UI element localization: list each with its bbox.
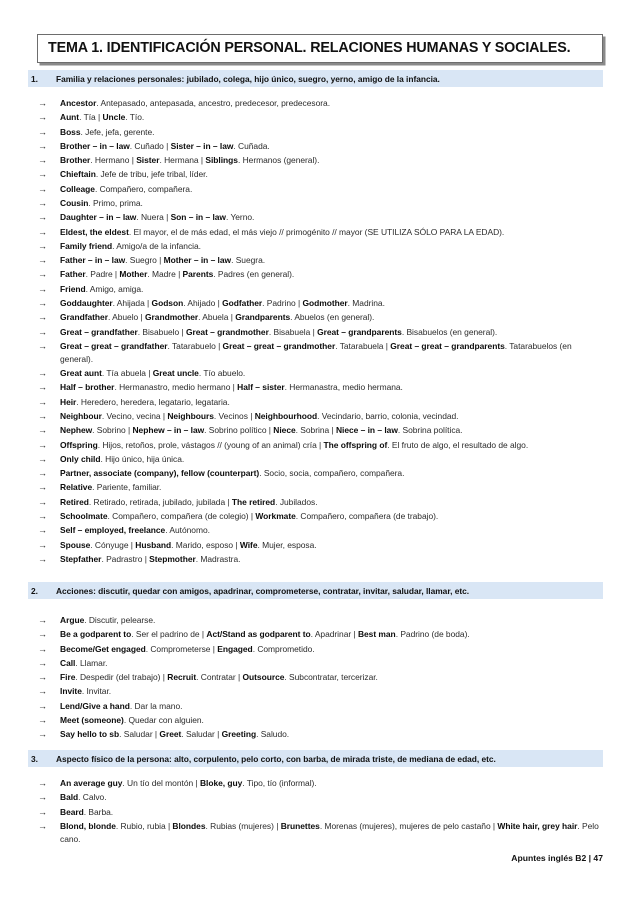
vocabulary-entry-text: Ancestor. Antepasado, antepasada, ancestro, predecesor, predecesora.: [60, 98, 331, 108]
arrow-icon: →: [38, 643, 47, 654]
vocabulary-entry-text: Argue. Discutir, pelearse.: [60, 615, 156, 625]
arrow-icon: →: [38, 453, 47, 464]
vocabulary-entry-text: Relative. Pariente, familiar.: [60, 482, 162, 493]
vocabulary-entry-text: Become/Get engaged. Comprometerse | Engaged. Comprometido.: [60, 643, 315, 654]
document-title-box: [37, 34, 603, 63]
arrow-icon: →: [38, 714, 47, 725]
vocabulary-entry: [38, 396, 606, 409]
vocabulary-entry: [38, 671, 606, 684]
section-title: Aspecto físico de la persona: alto, corpulento, pelo corto, con barba, de mirada triste, de mediana de edad, etc.: [56, 753, 496, 764]
arrow-icon: →: [38, 140, 47, 151]
vocabulary-entry: [38, 806, 606, 819]
vocabulary-entry: [38, 510, 606, 523]
arrow-icon: →: [38, 197, 47, 208]
vocabulary-entry-text: Self – employed, freelance. Autónomo.: [60, 525, 210, 536]
vocabulary-entry: [38, 496, 606, 509]
arrow-icon: →: [38, 98, 47, 108]
arrow-icon: →: [38, 482, 47, 493]
arrow-icon: →: [38, 368, 47, 379]
vocabulary-entry-text: Brother. Hermano | Sister. Hermana | Siblings. Hermanos (general).: [60, 155, 320, 166]
vocabulary-entry-text: Daughter – in – law. Nuera | Son – in – law. Yerno.: [60, 212, 255, 223]
vocabulary-entry-text: Half – brother. Hermanastro, medio hermano | Half – sister. Hermanastra, medio hermana.: [60, 382, 403, 393]
arrow-icon: →: [38, 212, 47, 223]
arrow-icon: →: [38, 169, 47, 180]
arrow-icon: →: [38, 686, 47, 697]
arrow-icon: →: [38, 778, 47, 788]
arrow-icon: →: [38, 539, 47, 550]
vocabulary-entry: [38, 700, 606, 713]
vocabulary-entry: [38, 240, 606, 253]
vocabulary-entry: [38, 111, 606, 124]
arrow-icon: →: [38, 553, 47, 564]
vocabulary-entry-text: Grandfather. Abuelo | Grandmother. Abuela | Grandparents. Abuelos (en general).: [60, 312, 375, 323]
vocabulary-entry-text: Family friend. Amigo/a de la infancia.: [60, 240, 201, 251]
vocabulary-entry: [38, 311, 606, 324]
arrow-icon: →: [38, 411, 47, 421]
vocabulary-entry-text: Meet (someone). Quedar con alguien.: [60, 714, 204, 725]
arrow-icon: →: [38, 312, 47, 323]
arrow-icon: →: [38, 340, 47, 351]
arrow-icon: →: [38, 439, 47, 450]
arrow-icon: →: [38, 183, 47, 194]
vocabulary-entry: [38, 268, 606, 281]
arrow-icon: →: [38, 297, 47, 308]
vocabulary-entry: [38, 410, 606, 423]
arrow-icon: →: [38, 525, 47, 536]
vocabulary-entry-text: Aunt. Tía | Uncle. Tío.: [60, 112, 145, 123]
vocabulary-entry-text: An average guy. Un tío del montón | Bloke, guy. Tipo, tío (informal).: [60, 778, 317, 788]
vocabulary-entry: [38, 367, 606, 380]
vocabulary-entry: [38, 714, 606, 727]
vocabulary-entry: [38, 777, 606, 790]
vocabulary-entry-text: Spouse. Cónyuge | Husband. Marido, esposo | Wife. Mujer, esposa.: [60, 539, 317, 550]
vocabulary-entry: [38, 340, 606, 366]
vocabulary-entry-text: Goddaughter. Ahijada | Godson. Ahijado | Godfather. Padrino | Godmother. Madrina.: [60, 297, 385, 308]
vocabulary-entry: [38, 283, 606, 296]
vocabulary-entry-text: Be a godparent to. Ser el padrino de | Act/Stand as godparent to. Apadrinar | Best man. Padrino (de boda).: [60, 629, 470, 640]
vocabulary-entry: [38, 126, 606, 139]
vocabulary-entry: [38, 197, 606, 210]
arrow-icon: →: [38, 126, 47, 137]
vocabulary-entry-text: Eldest, the eldest. El mayor, el de más edad, el más viejo // primogénito // mayor (SE UTILIZA SÓLO PARA LA EDAD).: [60, 226, 505, 237]
vocabulary-entry: [38, 657, 606, 670]
vocabulary-entry: [38, 728, 606, 741]
vocabulary-entry-text: Lend/Give a hand. Dar la mano.: [60, 700, 183, 711]
arrow-icon: →: [38, 382, 47, 393]
page-footer: Apuntes inglés B2 | 47: [511, 853, 603, 863]
section-title: Acciones: discutir, quedar con amigos, apadrinar, comprometerse, contratar, invitar, saludar, llamar, etc.: [56, 585, 470, 596]
vocabulary-entry-text: Blond, blonde. Rubio, rubia | Blondes. Rubias (mujeres) | Brunettes. Morenas (mujeres), mujeres de pelo castaño | White hair, grey hair. Pelo cano.: [60, 820, 599, 844]
vocabulary-entry-text: Beard. Barba.: [60, 806, 114, 817]
vocabulary-entry-text: Neighbour. Vecino, vecina | Neighbours. Vecinos | Neighbourhood. Vecindario, barrio, colonia, vecindad.: [60, 411, 459, 421]
arrow-icon: →: [38, 283, 47, 294]
vocabulary-entry: [38, 254, 606, 267]
vocabulary-entry: [38, 326, 606, 339]
arrow-icon: →: [38, 468, 47, 479]
vocabulary-entry: [38, 381, 606, 394]
vocabulary-list-1: [38, 97, 606, 567]
section-header-1: [28, 70, 603, 87]
arrow-icon: →: [38, 396, 47, 407]
arrow-icon: →: [38, 255, 47, 266]
vocabulary-entry-text: Father. Padre | Mother. Madre | Parents. Padres (en general).: [60, 269, 295, 280]
vocabulary-entry: [38, 467, 606, 480]
vocabulary-entry-text: Call. Llamar.: [60, 657, 108, 668]
vocabulary-entry: [38, 820, 606, 846]
vocabulary-entry-text: Fire. Despedir (del trabajo) | Recruit. Contratar | Outsource. Subcontratar, tercerizar.: [60, 672, 378, 683]
arrow-icon: →: [38, 112, 47, 123]
vocabulary-entry: [38, 168, 606, 181]
section-number: 2.: [31, 585, 38, 596]
vocabulary-entry: [38, 539, 606, 552]
vocabulary-entry-text: Heir. Heredero, heredera, legatario, legataria.: [60, 396, 230, 407]
vocabulary-entry: [38, 226, 606, 239]
section-number: 3.: [31, 753, 38, 764]
arrow-icon: →: [38, 425, 47, 436]
vocabulary-entry-text: Bald. Calvo.: [60, 792, 107, 803]
arrow-icon: →: [38, 657, 47, 668]
vocabulary-entry-text: Retired. Retirado, retirada, jubilado, jubilada | The retired. Jubilados.: [60, 496, 318, 507]
arrow-icon: →: [38, 326, 47, 337]
vocabulary-entry: [38, 614, 606, 627]
vocabulary-entry: [38, 481, 606, 494]
vocabulary-entry: [38, 211, 606, 224]
vocabulary-entry-text: Great aunt. Tía abuela | Great uncle. Tío abuelo.: [60, 368, 246, 379]
vocabulary-entry-text: Say hello to sb. Saludar | Greet. Saludar | Greeting. Saludo.: [60, 729, 290, 740]
vocabulary-list-2: [38, 614, 606, 743]
vocabulary-entry-text: Offspring. Hijos, retoños, prole, vástagos // (young of an animal) cría | The offspring of. El fruto de algo, el resultado de algo.: [60, 439, 529, 450]
vocabulary-entry-text: Chieftain. Jefe de tribu, jefe tribal, líder.: [60, 169, 208, 180]
arrow-icon: →: [38, 700, 47, 711]
arrow-icon: →: [38, 806, 47, 817]
arrow-icon: →: [38, 269, 47, 280]
vocabulary-entry-text: Great – grandfather. Bisabuelo | Great – grandmother. Bisabuela | Great – grandparents. Bisabuelos (en general).: [60, 326, 498, 337]
vocabulary-entry: [38, 453, 606, 466]
page-title: TEMA 1. IDENTIFICACIÓN PERSONAL. RELACIONES HUMANAS Y SOCIALES.: [48, 40, 571, 56]
vocabulary-entry: [38, 628, 606, 641]
vocabulary-entry: [38, 643, 606, 656]
vocabulary-entry-text: Cousin. Primo, prima.: [60, 197, 143, 208]
vocabulary-list-3: [38, 777, 606, 847]
vocabulary-entry: [38, 553, 606, 566]
vocabulary-entry-text: Father – in – law. Suegro | Mother – in – law. Suegra.: [60, 255, 266, 266]
section-title: Familia y relaciones personales: jubilado, colega, hijo único, suegro, yerno, amigo de la infancia.: [56, 73, 440, 84]
vocabulary-entry-text: Invite. Invitar.: [60, 686, 112, 697]
vocabulary-entry: [38, 685, 606, 698]
vocabulary-entry-text: Great – great – grandfather. Tatarabuelo | Great – great – grandmother. Tatarabuela | Great – great – grandparents. Tatarabuelos (en general).: [60, 340, 572, 364]
vocabulary-entry: [38, 97, 606, 110]
vocabulary-entry-text: Nephew. Sobrino | Nephew – in – law. Sobrino político | Niece. Sobrina | Niece – in – law. Sobrina política.: [60, 425, 463, 436]
vocabulary-entry: [38, 424, 606, 437]
arrow-icon: →: [38, 496, 47, 507]
arrow-icon: →: [38, 672, 47, 683]
arrow-icon: →: [38, 155, 47, 166]
arrow-icon: →: [38, 615, 47, 625]
section-number: 1.: [31, 73, 38, 84]
title-box-frame: [37, 34, 603, 63]
vocabulary-entry-text: Friend. Amigo, amiga.: [60, 283, 144, 294]
vocabulary-entry: [38, 791, 606, 804]
vocabulary-entry: [38, 524, 606, 537]
vocabulary-entry-text: Stepfather. Padrastro | Stepmother. Madrastra.: [60, 553, 241, 564]
arrow-icon: →: [38, 629, 47, 640]
vocabulary-entry-text: Brother – in – law. Cuñado | Sister – in – law. Cuñada.: [60, 140, 270, 151]
vocabulary-entry: [38, 140, 606, 153]
arrow-icon: →: [38, 729, 47, 740]
vocabulary-entry-text: Colleage. Compañero, compañera.: [60, 183, 193, 194]
vocabulary-entry: [38, 297, 606, 310]
arrow-icon: →: [38, 226, 47, 237]
section-header-2: [28, 582, 603, 599]
section-header-3: [28, 750, 603, 767]
vocabulary-entry-text: Only child. Hijo único, hija única.: [60, 453, 185, 464]
vocabulary-entry-text: Schoolmate. Compañero, compañera (de colegio) | Workmate. Compañero, compañera (de trabajo).: [60, 510, 439, 521]
arrow-icon: →: [38, 792, 47, 803]
vocabulary-entry: [38, 154, 606, 167]
arrow-icon: →: [38, 820, 47, 831]
arrow-icon: →: [38, 240, 47, 251]
vocabulary-entry-text: Boss. Jefe, jefa, gerente.: [60, 126, 155, 137]
vocabulary-entry: [38, 183, 606, 196]
vocabulary-entry: [38, 439, 606, 452]
arrow-icon: →: [38, 510, 47, 521]
vocabulary-entry-text: Partner, associate (company), fellow (counterpart). Socio, socia, compañero, compañera.: [60, 468, 405, 479]
